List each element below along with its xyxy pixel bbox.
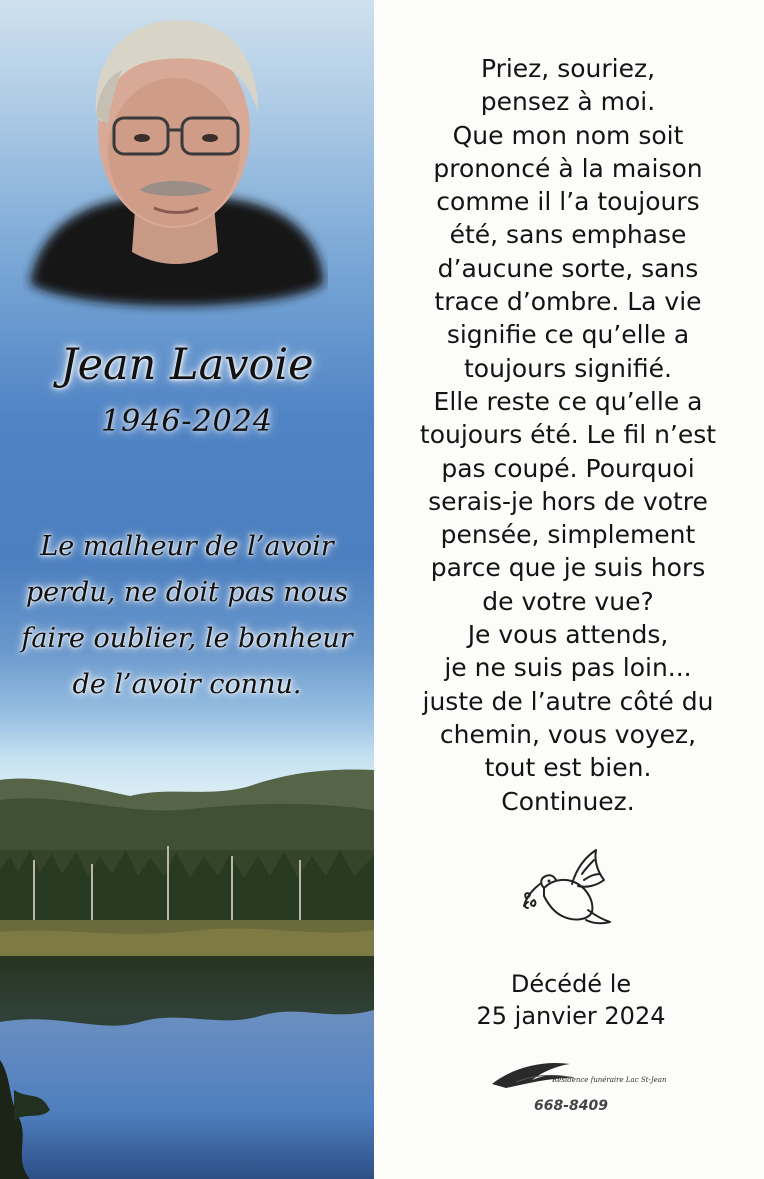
poem-line: pensez à moi. — [480, 87, 656, 117]
funeral-home-phone: 668-8409 — [534, 1098, 608, 1114]
poem-line: Je vous attends, — [467, 620, 669, 650]
poem-line: Elle reste ce qu’elle a — [433, 386, 703, 416]
left-panel — [0, 0, 374, 1179]
quote-line: faire oublier, le bonheur — [21, 623, 353, 654]
funeral-home-logo — [486, 1048, 686, 1094]
poem-line: de votre vue? — [482, 586, 654, 616]
landscape-image — [0, 760, 374, 1179]
poem-line: tout est bien. — [484, 753, 652, 783]
poem-line: juste de l’autre côté du — [422, 686, 714, 716]
death-notice — [374, 968, 764, 1032]
poem-line: signifie ce qu’elle a — [446, 320, 690, 350]
poem-line: je ne suis pas loin... — [444, 653, 692, 683]
poem-line: pas coupé. Pourquoi — [441, 453, 695, 483]
death-label: Décédé le — [510, 970, 632, 998]
dove-icon — [522, 844, 612, 930]
poem-line: Priez, souriez, — [480, 54, 656, 83]
portrait-photo — [22, 12, 328, 332]
poem-line: été, sans emphase — [449, 220, 687, 250]
poem-line: serais-je hors de votre — [428, 486, 708, 516]
poem-line: Que mon nom soit — [452, 120, 684, 150]
poem — [374, 52, 762, 818]
poem-line: parce que je suis hors — [430, 553, 706, 583]
death-date: 25 janvier 2024 — [476, 1002, 666, 1030]
poem-line: Continuez. — [501, 786, 635, 816]
poem-line: trace d’ombre. La vie — [434, 287, 702, 317]
deceased-name: Jean Lavoie — [60, 340, 314, 390]
right-panel — [374, 0, 764, 1179]
poem-line: chemin, vous voyez, — [439, 719, 697, 749]
poem-line: toujours signifié. — [464, 353, 672, 383]
quote-line: de l’avoir connu. — [72, 669, 302, 700]
poem-line: pensée, simplement — [440, 520, 696, 550]
poem-line: prononcé à la maison — [433, 153, 703, 183]
quote-line: Le malheur de l’avoir — [40, 531, 334, 562]
funeral-home-name: Résidence funéraire Lac St-Jean — [552, 1076, 667, 1084]
life-years: 1946-2024 — [101, 404, 273, 439]
poem-line: comme il l’a toujours — [436, 187, 700, 217]
poem-line: toujours été. Le fil n’est — [419, 420, 717, 450]
poem-line: d’aucune sorte, sans — [437, 253, 699, 283]
memorial-quote — [14, 524, 360, 708]
quote-line: perdu, ne doit pas nous — [25, 577, 349, 608]
